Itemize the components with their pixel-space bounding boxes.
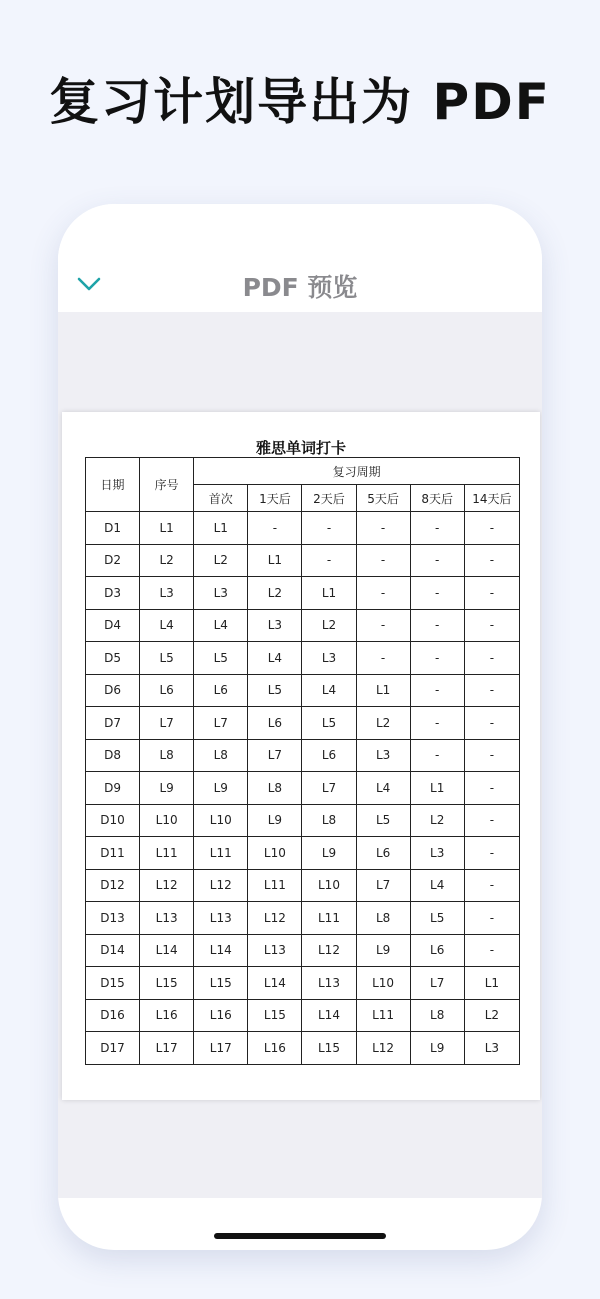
- table-cell: -: [464, 609, 519, 642]
- table-cell: D15: [86, 967, 140, 1000]
- table-cell: L11: [302, 902, 356, 935]
- table-cell: L9: [410, 1032, 464, 1065]
- table-cell: L13: [140, 902, 194, 935]
- table-cell: -: [464, 739, 519, 772]
- table-cell: L8: [356, 902, 410, 935]
- table-cell: L1: [464, 967, 519, 1000]
- table-cell: -: [302, 544, 356, 577]
- table-cell: L9: [356, 934, 410, 967]
- table-cell: L3: [356, 739, 410, 772]
- table-cell: D2: [86, 544, 140, 577]
- table-cell: L16: [248, 1032, 302, 1065]
- table-cell: L5: [194, 642, 248, 675]
- header-cycle: 2天后: [302, 485, 356, 512]
- table-cell: L1: [248, 544, 302, 577]
- table-cell: L7: [194, 707, 248, 740]
- table-cell: D14: [86, 934, 140, 967]
- table-cell: D8: [86, 739, 140, 772]
- pdf-page: [62, 412, 540, 1100]
- table-cell: L9: [194, 772, 248, 805]
- table-cell: L10: [194, 804, 248, 837]
- table-cell: D16: [86, 999, 140, 1032]
- header-date: 日期: [86, 458, 140, 512]
- table-cell: L3: [194, 577, 248, 610]
- table-cell: L15: [140, 967, 194, 1000]
- table-cell: -: [356, 609, 410, 642]
- table-cell: L3: [302, 642, 356, 675]
- table-cell: L3: [410, 837, 464, 870]
- table-cell: L2: [248, 577, 302, 610]
- table-row: [86, 707, 520, 740]
- table-cell: L7: [140, 707, 194, 740]
- table-cell: L13: [302, 967, 356, 1000]
- table-cell: -: [356, 577, 410, 610]
- table-cell: L8: [302, 804, 356, 837]
- table-cell: -: [356, 544, 410, 577]
- table-cell: L14: [194, 934, 248, 967]
- table-row: [86, 674, 520, 707]
- table-cell: L8: [410, 999, 464, 1032]
- table-cell: D5: [86, 642, 140, 675]
- table-cell: -: [464, 512, 519, 545]
- table-cell: -: [464, 804, 519, 837]
- table-cell: L5: [410, 902, 464, 935]
- table-cell: L6: [356, 837, 410, 870]
- table-cell: L6: [410, 934, 464, 967]
- table-cell: L7: [302, 772, 356, 805]
- table-cell: L15: [248, 999, 302, 1032]
- table-cell: D3: [86, 577, 140, 610]
- table-cell: L9: [302, 837, 356, 870]
- table-row: [86, 544, 520, 577]
- table-cell: D1: [86, 512, 140, 545]
- table-cell: -: [302, 512, 356, 545]
- nav-title: PDF 预览: [242, 273, 358, 302]
- table-cell: L1: [410, 772, 464, 805]
- table-cell: L2: [356, 707, 410, 740]
- table-cell: L13: [248, 934, 302, 967]
- table-cell: L6: [302, 739, 356, 772]
- table-cell: -: [410, 674, 464, 707]
- table-cell: D6: [86, 674, 140, 707]
- table-cell: -: [464, 772, 519, 805]
- table-cell: L11: [356, 999, 410, 1032]
- table-row: [86, 1032, 520, 1065]
- table-row: [86, 902, 520, 935]
- table-cell: L9: [140, 772, 194, 805]
- table-cell: L1: [356, 674, 410, 707]
- table-cell: L15: [194, 967, 248, 1000]
- nav-bar: [58, 204, 542, 312]
- table-cell: L8: [140, 739, 194, 772]
- table-cell: L7: [410, 967, 464, 1000]
- table-cell: L2: [194, 544, 248, 577]
- table-cell: -: [410, 739, 464, 772]
- table-cell: L14: [140, 934, 194, 967]
- table-cell: L4: [410, 869, 464, 902]
- table-cell: L6: [248, 707, 302, 740]
- table-cell: L12: [194, 869, 248, 902]
- table-cell: -: [464, 934, 519, 967]
- review-schedule-table: [85, 457, 520, 1065]
- header-cycle: 8天后: [410, 485, 464, 512]
- table-cell: -: [464, 674, 519, 707]
- table-row: [86, 739, 520, 772]
- table-cell: L8: [248, 772, 302, 805]
- header-review-cycle: 复习周期: [194, 458, 520, 485]
- table-row: [86, 609, 520, 642]
- table-cell: -: [464, 642, 519, 675]
- table-cell: D17: [86, 1032, 140, 1065]
- table-cell: -: [464, 707, 519, 740]
- table-cell: L17: [194, 1032, 248, 1065]
- table-cell: L6: [194, 674, 248, 707]
- table-row: [86, 577, 520, 610]
- table-cell: L5: [248, 674, 302, 707]
- table-cell: L10: [248, 837, 302, 870]
- table-cell: L7: [248, 739, 302, 772]
- table-cell: L10: [356, 967, 410, 1000]
- table-cell: L14: [302, 999, 356, 1032]
- table-row: [86, 837, 520, 870]
- table-cell: -: [410, 642, 464, 675]
- table-row: [86, 869, 520, 902]
- table-cell: D9: [86, 772, 140, 805]
- promo-headline: 复习计划导出为 PDF: [49, 73, 551, 131]
- table-cell: L11: [140, 837, 194, 870]
- table-cell: -: [356, 642, 410, 675]
- table-cell: L15: [302, 1032, 356, 1065]
- table-cell: L8: [194, 739, 248, 772]
- table-cell: L12: [356, 1032, 410, 1065]
- table-cell: L2: [140, 544, 194, 577]
- table-cell: -: [464, 544, 519, 577]
- header-cycle: 5天后: [356, 485, 410, 512]
- table-cell: -: [464, 869, 519, 902]
- table-cell: D10: [86, 804, 140, 837]
- table-row: [86, 999, 520, 1032]
- phone-frame: [58, 204, 542, 1250]
- header-cycle: 1天后: [248, 485, 302, 512]
- table-cell: L16: [140, 999, 194, 1032]
- pdf-preview-area[interactable]: [58, 312, 542, 1198]
- table-cell: L9: [248, 804, 302, 837]
- table-cell: L6: [140, 674, 194, 707]
- table-cell: L1: [140, 512, 194, 545]
- table-row: [86, 804, 520, 837]
- table-cell: L13: [194, 902, 248, 935]
- table-cell: -: [464, 902, 519, 935]
- table-row: [86, 934, 520, 967]
- table-cell: L14: [248, 967, 302, 1000]
- table-cell: -: [464, 837, 519, 870]
- document-title: 雅思单词打卡: [255, 439, 346, 457]
- table-cell: L4: [140, 609, 194, 642]
- table-cell: D4: [86, 609, 140, 642]
- table-cell: -: [248, 512, 302, 545]
- table-cell: L10: [302, 869, 356, 902]
- table-cell: L12: [248, 902, 302, 935]
- table-cell: L3: [464, 1032, 519, 1065]
- table-cell: D7: [86, 707, 140, 740]
- table-cell: L4: [302, 674, 356, 707]
- table-cell: L12: [140, 869, 194, 902]
- table-cell: D12: [86, 869, 140, 902]
- table-cell: L2: [410, 804, 464, 837]
- table-cell: -: [410, 544, 464, 577]
- table-cell: L11: [194, 837, 248, 870]
- table-cell: -: [410, 577, 464, 610]
- table-cell: -: [410, 707, 464, 740]
- header-cycle: 首次: [194, 485, 248, 512]
- table-cell: L2: [302, 609, 356, 642]
- table-cell: D11: [86, 837, 140, 870]
- table-cell: -: [410, 512, 464, 545]
- table-row: [86, 512, 520, 545]
- table-cell: D13: [86, 902, 140, 935]
- table-cell: L12: [302, 934, 356, 967]
- header-cycle: 14天后: [464, 485, 519, 512]
- table-cell: L3: [140, 577, 194, 610]
- table-row: [86, 642, 520, 675]
- table-cell: L7: [356, 869, 410, 902]
- table-cell: L1: [194, 512, 248, 545]
- table-cell: L4: [248, 642, 302, 675]
- table-cell: L4: [194, 609, 248, 642]
- table-cell: L1: [302, 577, 356, 610]
- table-cell: L4: [356, 772, 410, 805]
- table-row: [86, 772, 520, 805]
- table-cell: L2: [464, 999, 519, 1032]
- table-cell: L3: [248, 609, 302, 642]
- table-cell: -: [410, 609, 464, 642]
- table-cell: L5: [356, 804, 410, 837]
- table-cell: L17: [140, 1032, 194, 1065]
- table-cell: L10: [140, 804, 194, 837]
- header-seq: 序号: [140, 458, 194, 512]
- table-cell: -: [464, 577, 519, 610]
- table-cell: L11: [248, 869, 302, 902]
- table-cell: -: [356, 512, 410, 545]
- table-cell: L5: [140, 642, 194, 675]
- home-indicator: [214, 1233, 386, 1239]
- table-row: [86, 967, 520, 1000]
- table-cell: L16: [194, 999, 248, 1032]
- table-cell: L5: [302, 707, 356, 740]
